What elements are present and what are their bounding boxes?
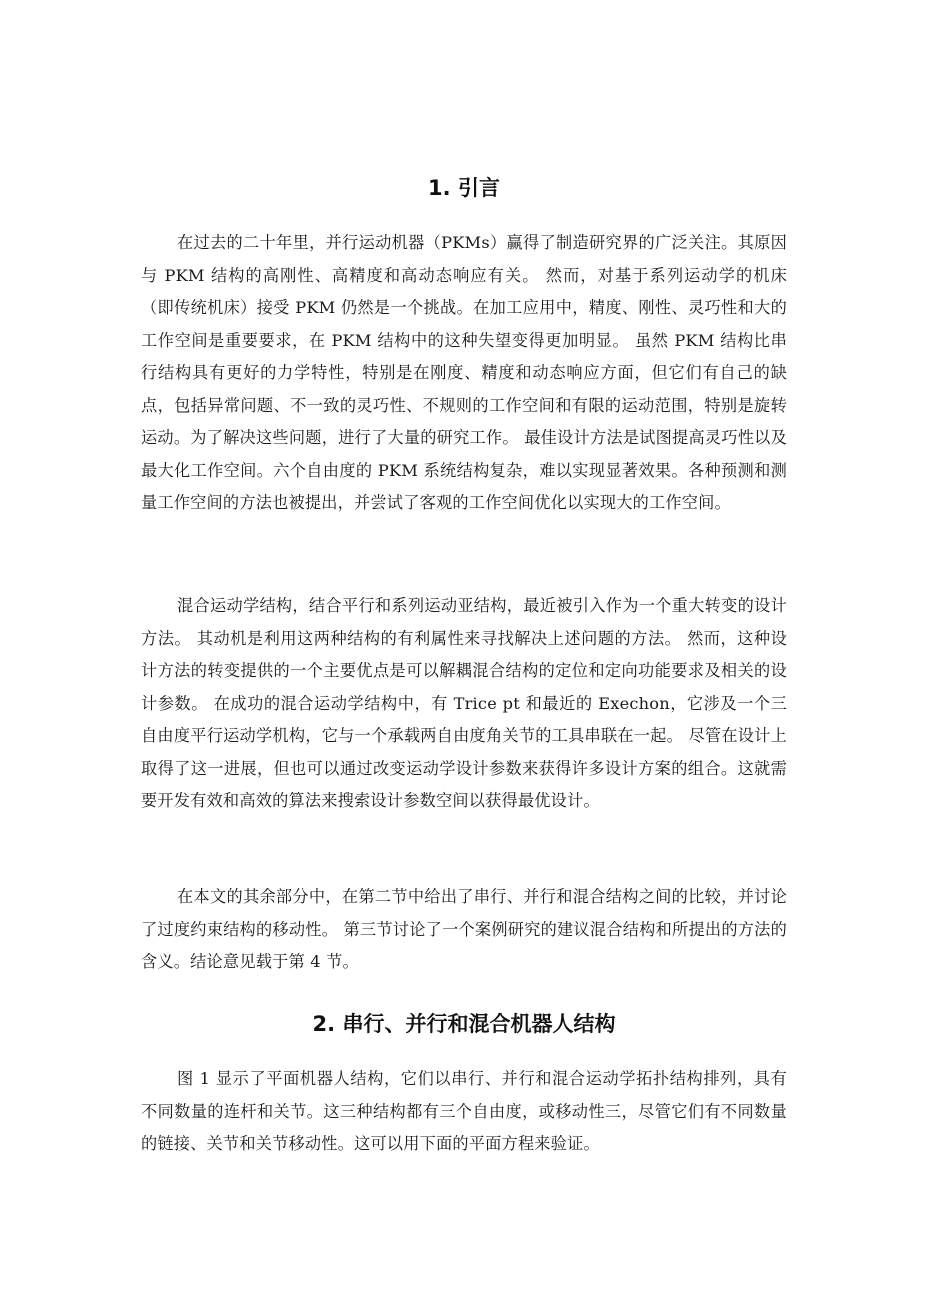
paragraph: 混合运动学结构，结合平行和系列运动亚结构，最近被引入作为一个重大转变的设计方法。 其动机是利用这两种结构的有利属性来寻找解决上述问题的方法。 然而，这种设计方法的转变提供的一个主要优点是可以解耦混合结构的定位和定向功能要求及相关的设计参数。 在成功的混合运动学结构中，有 Trice pt 和最近的 Exechon，它涉及一个三自由度平行运动学机构，它与一个承载两自由度角关节的工具串联在一起。 尽管在设计上取得了这一进展，但也可以通过改变运动学设计参数来获得许多设计方案的组合。这就需要开发有效和高效的算法来搜索设计参数空间以获得最优设计。 [141, 596, 787, 810]
paragraph: 在过去的二十年里，并行运动机器（PKMs）赢得了制造研究界的广泛关注。其原因与 PKM 结构的高刚性、高精度和高动态响应有关。 然而，对基于系列运动学的机床（即传统机床）接受 PKM 仍然是一个挑战。在加工应用中，精度、刚性、灵巧性和大的工作空间是重要要求，在 PKM 结构中的这种失望变得更加明显。 虽然 PKM 结构比串行结构具有更好的力学特性，特别是在刚度、精度和动态响应方面，但它们有自己的缺点，包括异常问题、不一致的灵巧性、不规则的工作空间和有限的运动范围，特别是旋转运动。为了解决这些问题，进行了大量的研究工作。 最佳设计方法是试图提高灵巧性以及最大化工作空间。六个自由度的 PKM 系统结构复杂，难以实现显著效果。各种预测和测量工作空间的方法也被提出，并尝试了客观的工作空间优化以实现大的工作空间。 [141, 233, 787, 512]
paragraph: 在本文的其余部分中，在第二节中给出了串行、并行和混合结构之间的比较，并讨论了过度约束结构的移动性。 第三节讨论了一个案例研究的建议混合结构和所提出的方法的含义。结论意见载于第 4 节。 [141, 887, 787, 971]
section-title-introduction: 1. 引言 [428, 176, 500, 200]
section-title-robot-structures: 2. 串行、并行和混合机器人结构 [312, 1012, 616, 1036]
paragraph: 图 1 显示了平面机器人结构，它们以串行、并行和混合运动学拓扑结构排列，具有不同数量的连杆和关节。这三种结构都有三个自由度，或移动性三，尽管它们有不同数量的链接、关节和关节移动性。这可以用下面的平面方程来验证。 [141, 1069, 787, 1153]
